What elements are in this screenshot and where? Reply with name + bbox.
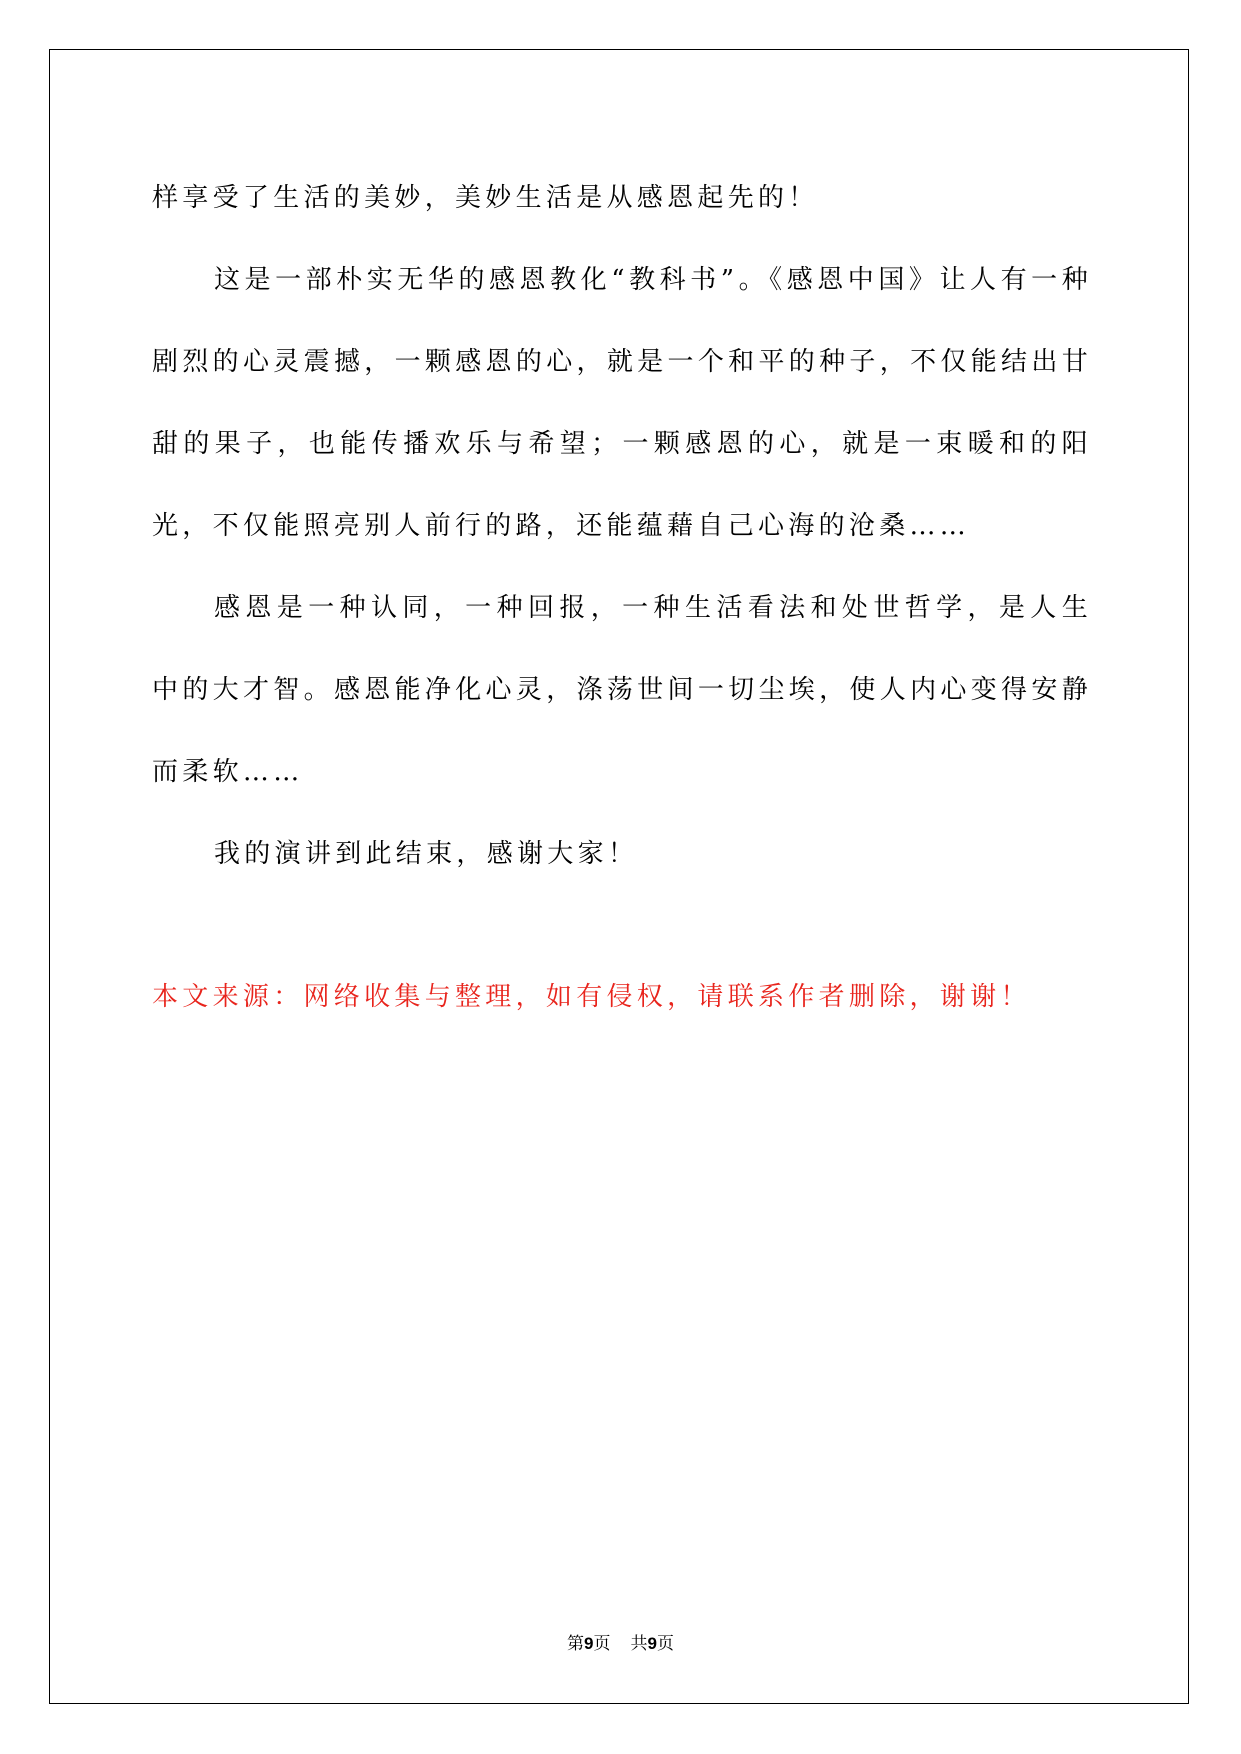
paragraph-gratitude-wisdom: 感恩是一种认同，一种回报，一种生活看法和处世哲学，是人生中的大才智。感恩能净化心灵，涤荡世间一切尘埃，使人内心变得安静而柔软…… — [152, 593, 1092, 787]
total-suffix: 页 — [656, 1634, 674, 1654]
document-body — [152, 157, 1092, 895]
page-total: 9 — [647, 1634, 657, 1653]
page-footer — [0, 1632, 1241, 1656]
paragraph-continuation: 样享受了生活的美妙，美妙生活是从感恩起先的！ — [152, 183, 819, 213]
page-suffix: 页 — [593, 1634, 611, 1654]
page-prefix: 第 — [567, 1634, 585, 1654]
page-current: 9 — [584, 1634, 594, 1653]
total-prefix: 共 — [630, 1634, 648, 1654]
paragraph-gratitude-china: 这是一部朴实无华的感恩教化“教科书”。《感恩中国》让人有一种剧烈的心灵震撼，一颗感恩的心，就是一个和平的种子，不仅能结出甘甜的果子，也能传播欢乐与希望；一颗感恩的心，就是一束暖和的阳光，不仅能照亮别人前行的路，还能蕴藉自己心海的沧桑…… — [152, 265, 1092, 541]
paragraph-closing: 我的演讲到此结束，感谢大家！ — [214, 839, 639, 869]
source-disclaimer: 本文来源：网络收集与整理，如有侵权，请联系作者删除，谢谢！ — [152, 982, 1031, 1012]
